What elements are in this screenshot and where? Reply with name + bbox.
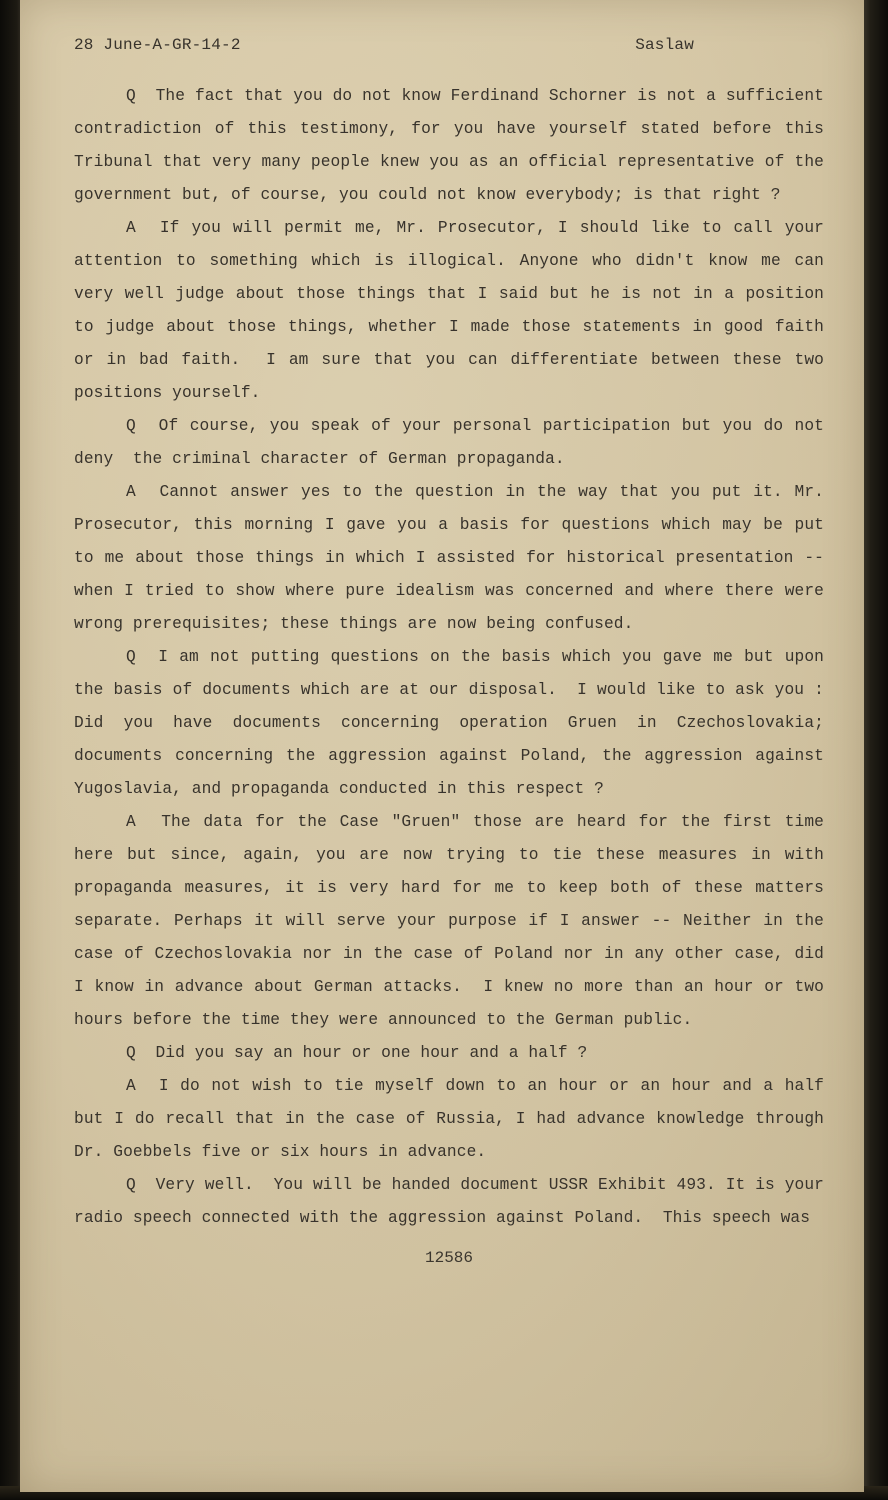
transcript-body	[74, 80, 834, 1235]
transcript-paragraph: A I do not wish to tie myself down to an hour or an hour and a half but I do recall that in the case of Russia, I had advance knowledge through Dr. Goebbels five or six hours in advance.	[74, 1077, 834, 1161]
document-header	[74, 36, 824, 54]
transcript-paragraph: A If you will permit me, Mr. Prosecutor, I should like to call your attention to something which is illogical. Anyone who didn't know me can very well judge about those things that I said but he is not in a position to judge about those things, whether I made those statements in good faith or in bad faith. I am sure that you can differentiate between these two positions yourself.	[74, 219, 834, 402]
transcript-paragraph: Q The fact that you do not know Ferdinand Schorner is not a sufficient contradiction of this testimony, for you have yourself stated before this Tribunal that very many people knew you as an official representative of the government but, of course, you could not know everybody; is that right ?	[74, 87, 834, 204]
transcript-paragraph: Q Did you say an hour or one hour and a half ?	[126, 1044, 588, 1062]
header-docket-number: 28 June-A-GR-14-2	[74, 36, 241, 54]
page-content	[74, 36, 834, 1267]
document-page	[20, 0, 864, 1492]
transcript-paragraph: A The data for the Case "Gruen" those are heard for the first time here but since, again, you are now trying to tie these measures in with propaganda measures, it is very hard for me to keep both of these matters separate. Perhaps it will serve your purpose if I answer -- Neither in the case of Czechoslovakia nor in the case of Poland nor in any other case, did I know in advance about German attacks. I knew no more than an hour or two hours before the time they were announced to the German public.	[74, 813, 834, 1029]
transcript-paragraph: A Cannot answer yes to the question in the way that you put it. Mr. Prosecutor, this morning I gave you a basis for questions which may be put to me about those things in which I assisted for historical presentation -- when I tried to show where pure idealism was concerned and where there were wrong prerequisites; these things are now being confused.	[74, 483, 834, 633]
transcript-paragraph: Q I am not putting questions on the basis which you gave me but upon the basis of documents which are at our disposal. I would like to ask you : Did you have documents concerning operation Gruen in Czechoslovakia; documents concerning the aggression against Poland, the aggression against Yugoslavia, and propaganda conducted in this respect ?	[74, 648, 834, 798]
transcript-paragraph: Q Of course, you speak of your personal participation but you do not deny the criminal character of German propaganda.	[74, 417, 834, 468]
page-number: 12586	[424, 1249, 473, 1267]
header-reporter-name: Saslaw	[635, 36, 694, 54]
transcript-paragraph: Q Very well. You will be handed document USSR Exhibit 493. It is your radio speech connected with the aggression against Poland. This speech was	[74, 1176, 834, 1227]
